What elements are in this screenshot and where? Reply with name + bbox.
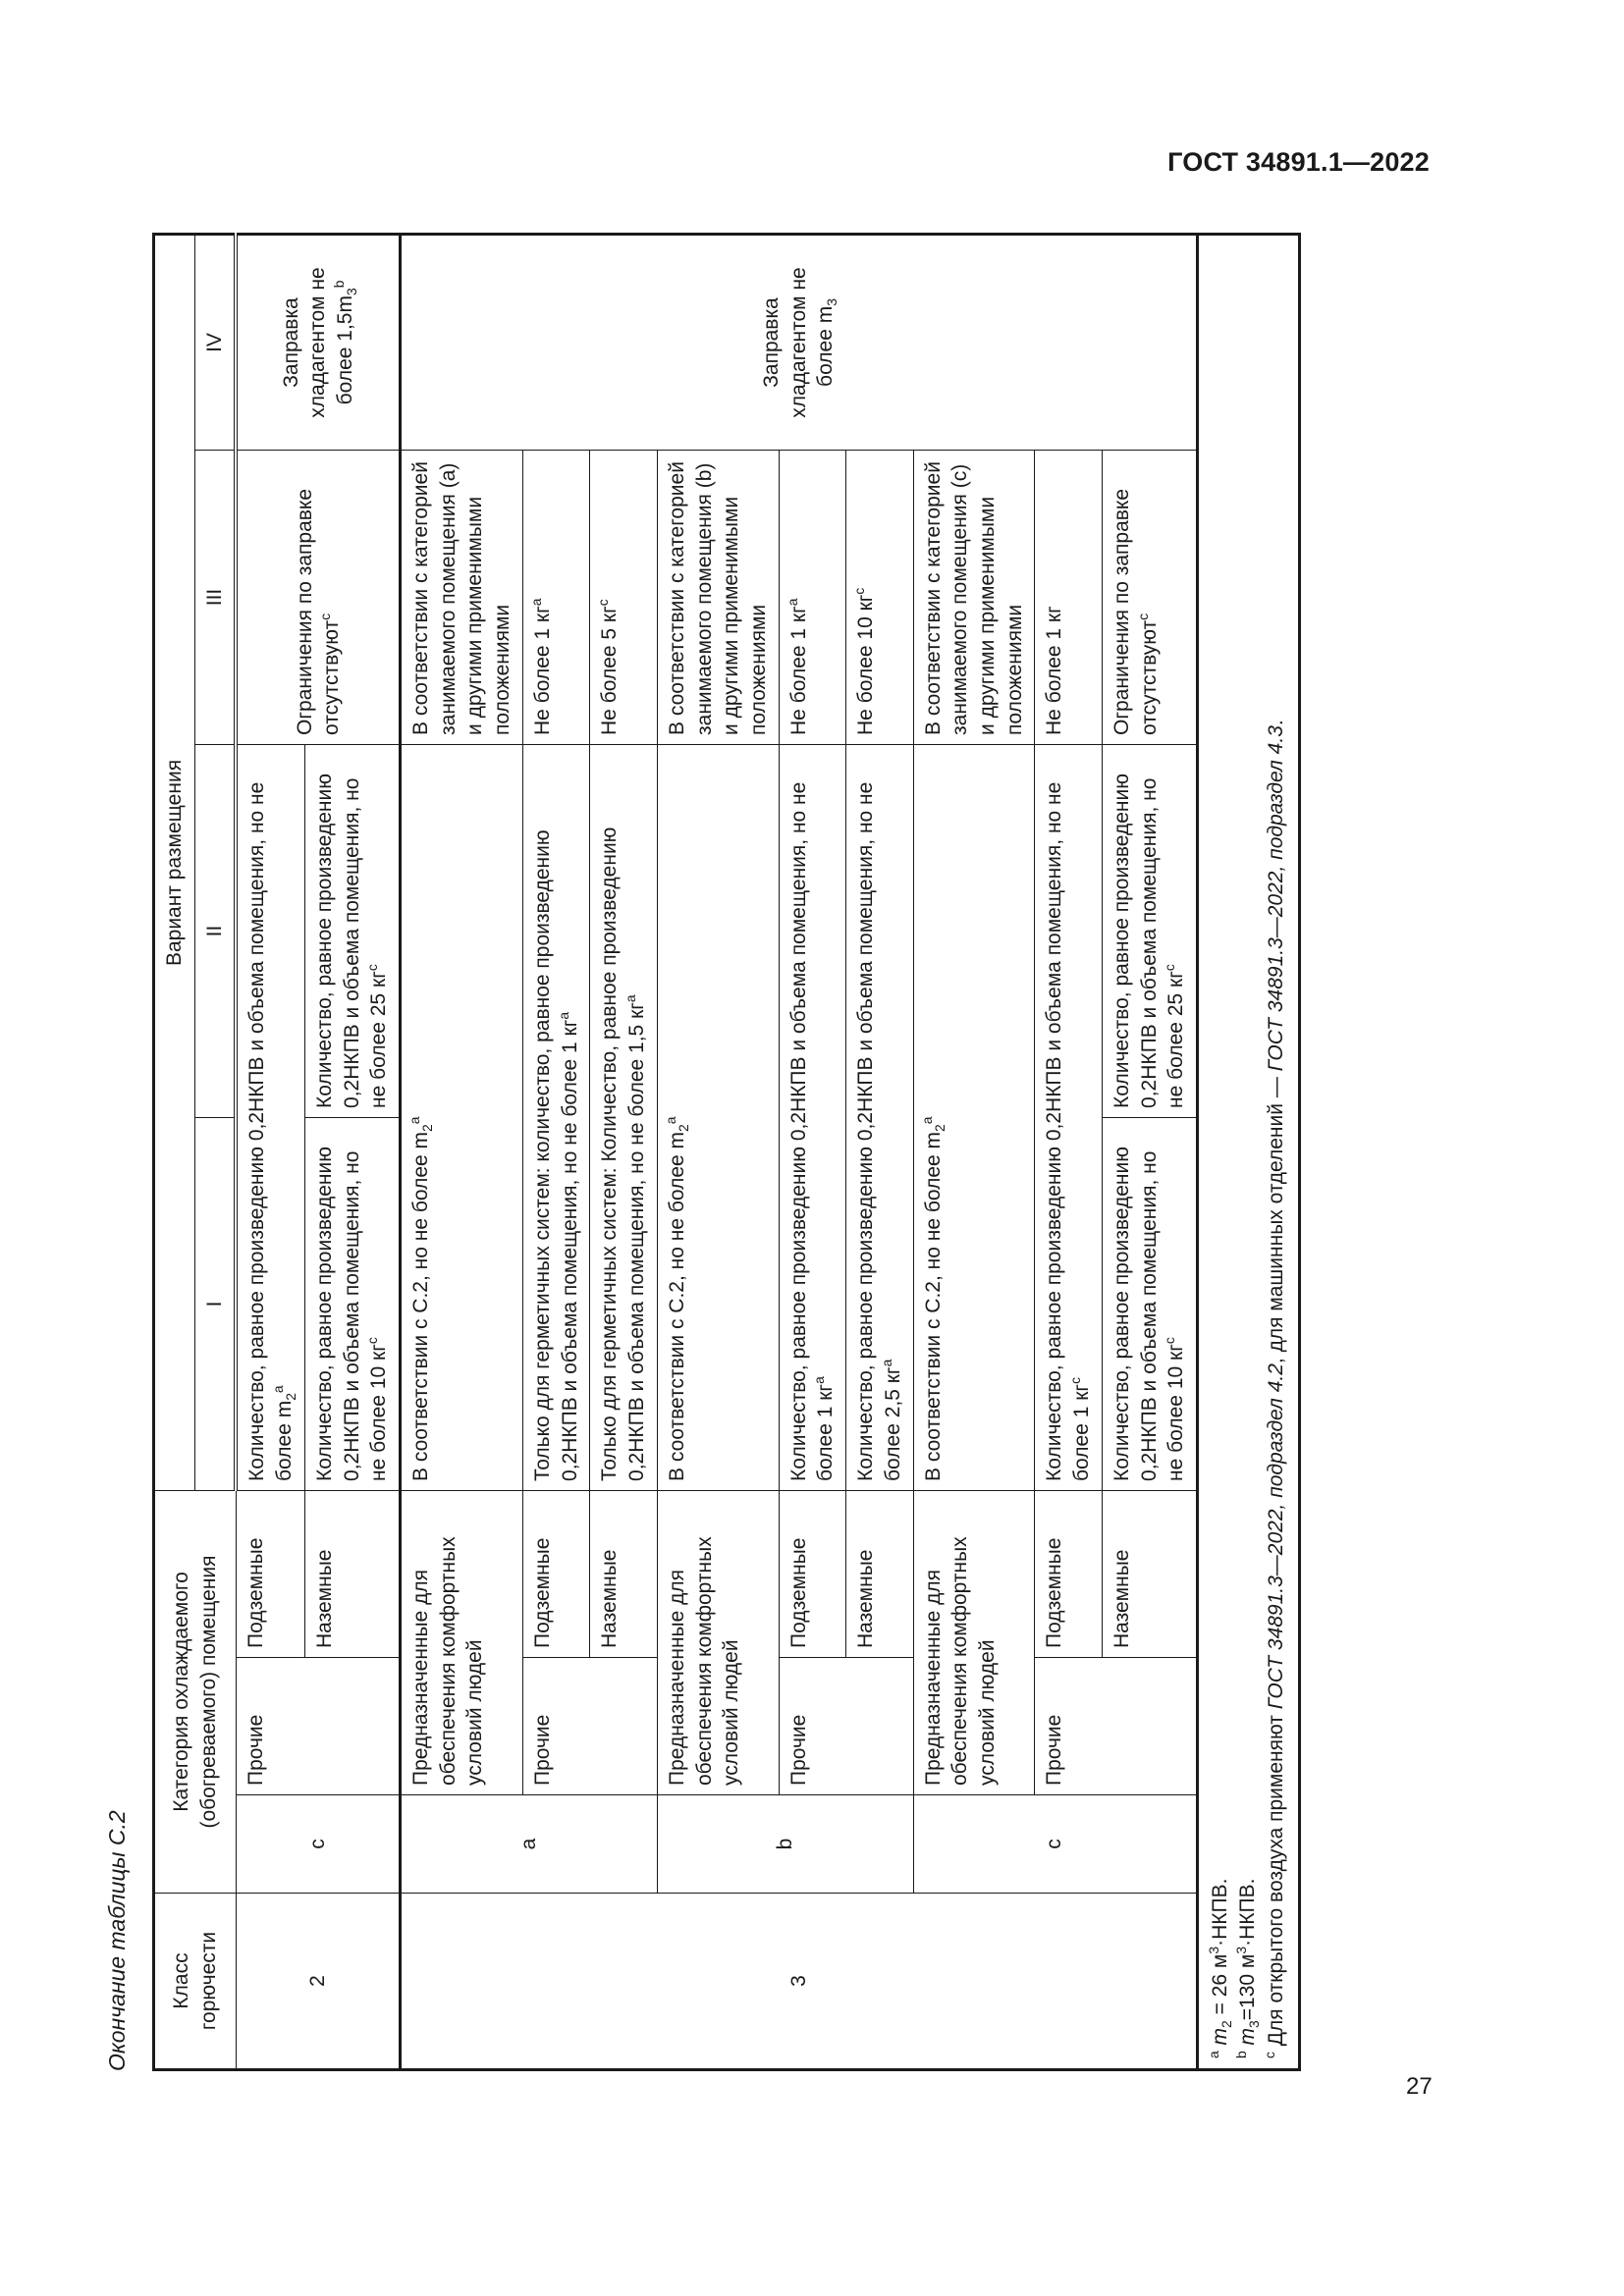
- footnote-mark: a: [555, 1011, 571, 1020]
- cell-text: Количество, равное произведению 0,2НКПВ и объема помещения, но не более 25 кг: [1110, 774, 1188, 1108]
- subcategory-ground: Наземные: [1102, 1490, 1197, 1657]
- footnote-mark: a: [623, 994, 639, 1003]
- cell-variant-III: [1102, 450, 1197, 744]
- table-row: [657, 234, 779, 2069]
- footnote-mark: c: [1261, 2052, 1277, 2058]
- rotated-table-page: [98, 236, 1453, 2071]
- subcategory-underground: Подземные: [522, 1490, 589, 1657]
- cell-variant-IV: [236, 234, 400, 450]
- cell-variant-II: [1102, 744, 1197, 1117]
- footnote-reference: ГОСТ 34891.3—2022, подраздел 4.3: [1264, 725, 1287, 1072]
- footnote-mark: c: [1162, 1337, 1178, 1345]
- cell-variant-I: [1102, 1117, 1197, 1490]
- symbol-m: m: [1209, 2027, 1231, 2046]
- cell-variant-I-II: [913, 744, 1035, 1490]
- subscript: 2: [419, 1124, 436, 1132]
- footnote-text: , для машинных отделений —: [1264, 1071, 1287, 1364]
- cell-variant-III: Не более 1 кг: [1035, 450, 1102, 744]
- cell-variant-III: В соответствии с категорией занимаемого помещения (a) и другими применимыми положениями: [401, 450, 523, 744]
- cell-text: Количество, равное произведению 0,2НКПВ и объема помещения, но не более 2,5 кг: [854, 781, 904, 1481]
- subcategory-underground: Подземные: [1035, 1490, 1102, 1657]
- footnote-mark: c: [1134, 613, 1151, 620]
- footnote-mark: a: [918, 1116, 935, 1125]
- header-category: Категория охлаждаемого (обогреваемого) помещения: [154, 1490, 237, 1893]
- category-other: Прочие: [236, 1658, 400, 1795]
- header-variant-III: III: [194, 450, 236, 744]
- footnote-c: [1263, 245, 1290, 2058]
- footnote-text: ·НКПВ.: [1236, 1878, 1260, 1947]
- cell-text: В соответствии с С.2, но не более m: [665, 1131, 688, 1481]
- footnote-mark: a: [784, 598, 800, 607]
- table-row: [522, 234, 589, 2069]
- header-variant-I: I: [194, 1117, 236, 1490]
- footnote-mark: c: [595, 599, 612, 607]
- subcategory-underground: Подземные: [779, 1490, 845, 1657]
- subscript: 2: [1218, 2020, 1235, 2028]
- cell-variant-I-II: [590, 744, 657, 1490]
- cell-text: В соответствии с С.2, но не более m: [921, 1131, 945, 1481]
- footnote-mark: c: [364, 964, 381, 972]
- superscript: 3: [1233, 1946, 1250, 1954]
- symbol-m: m: [1236, 2027, 1260, 2046]
- footnote-mark: b: [331, 280, 348, 289]
- subscript: 2: [931, 1124, 947, 1132]
- cell-text: Количество, равное произведению 0,2НКПВ и объема помещения, но не более 1 кг: [1043, 781, 1094, 1481]
- cell-variant-I-II: [846, 744, 913, 1490]
- footnote-mark: b: [1233, 2051, 1250, 2058]
- table-row: [1035, 234, 1102, 2069]
- footnote-mark: a: [270, 1385, 287, 1394]
- table-row: [236, 234, 304, 2069]
- footnote-text: Для открытого воздуха применяют: [1264, 1709, 1287, 2047]
- cell-variant-I: [304, 1117, 400, 1490]
- category-comfort: Предназначенные для обеспечения комфортных условий людей: [401, 1490, 523, 1794]
- page-number: 27: [1406, 2073, 1433, 2100]
- cell-text: Количество, равное произведению 0,2НКПВ и объема помещения, но не более 10 кг: [312, 1147, 391, 1481]
- category-cell: a: [401, 1795, 658, 1894]
- category-other: Прочие: [522, 1658, 657, 1795]
- subcategory-underground: Подземные: [236, 1490, 304, 1657]
- cell-variant-I-II: [657, 744, 779, 1490]
- header-class: Класс горючести: [154, 1894, 237, 2070]
- cell-variant-I-II: [236, 744, 304, 1490]
- footnote-reference: ГОСТ 34891.3—2022, подраздел 4.2: [1264, 1363, 1287, 1710]
- footnote-mark: a: [878, 1359, 894, 1367]
- class-cell: 2: [236, 1894, 400, 2070]
- footnote-b: [1234, 245, 1262, 2058]
- subscript: 2: [283, 1393, 299, 1401]
- subscript: 3: [1246, 2020, 1263, 2028]
- header-variant-II: II: [194, 744, 236, 1117]
- header-row-1: [154, 234, 195, 2069]
- cell-variant-I-II: [779, 744, 845, 1490]
- table-row: [779, 234, 845, 2069]
- cell-text: Не более 1 кг: [786, 606, 810, 735]
- cell-text: Количество, равное произведению 0,2НКПВ и объема помещения, но не более 25 кг: [312, 774, 391, 1108]
- cell-text: Не более 10 кг: [854, 594, 878, 735]
- footnote-mark: c: [851, 587, 868, 595]
- table-c2-end: [152, 233, 1301, 2071]
- category-cell: c: [913, 1795, 1197, 1894]
- cell-text: В соответствии с С.2, но не более m: [409, 1131, 433, 1481]
- header-variant: Вариант размещения: [154, 234, 195, 1490]
- footnote-mark: a: [662, 1116, 678, 1125]
- category-cell: b: [657, 1795, 913, 1894]
- subscript: 3: [824, 298, 840, 306]
- category-cell: c: [236, 1795, 400, 1894]
- cell-variant-III: В соответствии с категорией занимаемого помещения (b) и другими применимыми положениями: [657, 450, 779, 744]
- cell-variant-I-II: [1035, 744, 1102, 1490]
- subscript: 2: [675, 1124, 691, 1132]
- cell-text: Ограничения по заправке отсутствуют: [1110, 488, 1161, 735]
- cell-text: Количество, равное произведению 0,2НКПВ и объема помещения, но не более m: [245, 781, 297, 1481]
- footnote-text: .: [1264, 720, 1287, 726]
- cell-variant-IV: [401, 234, 1198, 450]
- footnote-mark: a: [406, 1116, 423, 1125]
- cell-text: Количество, равное произведению 0,2НКПВ и объема помещения, но не более 1 кг: [786, 781, 838, 1481]
- table-caption: Окончание таблицы С.2: [104, 1810, 130, 2071]
- cell-variant-III: [236, 450, 400, 744]
- footnote-mark: c: [1067, 1376, 1084, 1384]
- category-comfort: Предназначенные для обеспечения комфортных условий людей: [913, 1490, 1035, 1794]
- cell-text: Заправка хладагентом не более m: [759, 267, 838, 418]
- cell-text: Не более 5 кг: [598, 606, 622, 735]
- subcategory-ground: Наземные: [304, 1490, 400, 1657]
- category-other: Прочие: [1035, 1658, 1198, 1795]
- cell-text: Заправка хладагентом не более 1,5m: [279, 267, 357, 418]
- cell-variant-III: [779, 450, 845, 744]
- cell-text: Только для герметичных систем: количество, равное произведению 0,2НКПВ и объема помещения, но не более 1 кг: [530, 829, 581, 1481]
- footnote-mark: c: [1162, 964, 1178, 972]
- document-header: ГОСТ 34891.1—2022: [1167, 147, 1430, 177]
- footnote-a: [1207, 245, 1234, 2058]
- cell-text: Количество, равное произведению 0,2НКПВ и объема помещения, но не более 10 кг: [1110, 1147, 1188, 1481]
- category-other: Прочие: [779, 1658, 913, 1795]
- cell-variant-III: [846, 450, 913, 744]
- table-row: [913, 234, 1035, 2069]
- superscript: 3: [1206, 1946, 1221, 1954]
- subcategory-ground: Наземные: [590, 1490, 657, 1657]
- cell-variant-III: В соответствии с категорией занимаемого помещения (c) и другими применимыми положениями: [913, 450, 1035, 744]
- subcategory-ground: Наземные: [846, 1490, 913, 1657]
- footnote-mark: c: [317, 613, 334, 620]
- cell-text: Только для герметичных систем: Количество, равное произведению 0,2НКПВ и объема помещения, но не более 1,5 кг: [598, 827, 649, 1481]
- footnote-text: =130 м: [1236, 1953, 1260, 2021]
- table-row: [401, 234, 523, 2069]
- cell-variant-I-II: [401, 744, 523, 1490]
- footnotes: [1198, 234, 1300, 2069]
- cell-variant-I-II: [522, 744, 589, 1490]
- footnote-mark: a: [1206, 2051, 1221, 2058]
- footnote-mark: a: [811, 1376, 828, 1384]
- class-cell: 3: [401, 1894, 1198, 2070]
- footnote-mark: a: [527, 598, 544, 607]
- cell-variant-II: [304, 744, 400, 1117]
- cell-text: Ограничения по заправке отсутствуют: [293, 488, 344, 735]
- category-comfort: Предназначенные для обеспечения комфортных условий людей: [657, 1490, 779, 1794]
- footnote-text: ·НКПВ.: [1209, 1878, 1231, 1947]
- cell-variant-III: [522, 450, 589, 744]
- header-variant-IV: IV: [194, 234, 236, 450]
- footnotes-row: [1198, 234, 1300, 2069]
- cell-variant-III: [590, 450, 657, 744]
- footnote-mark: c: [364, 1337, 381, 1345]
- subscript: 3: [344, 288, 360, 296]
- footnote-text: = 26 м: [1209, 1953, 1231, 2021]
- cell-text: Не более 1 кг: [530, 606, 554, 735]
